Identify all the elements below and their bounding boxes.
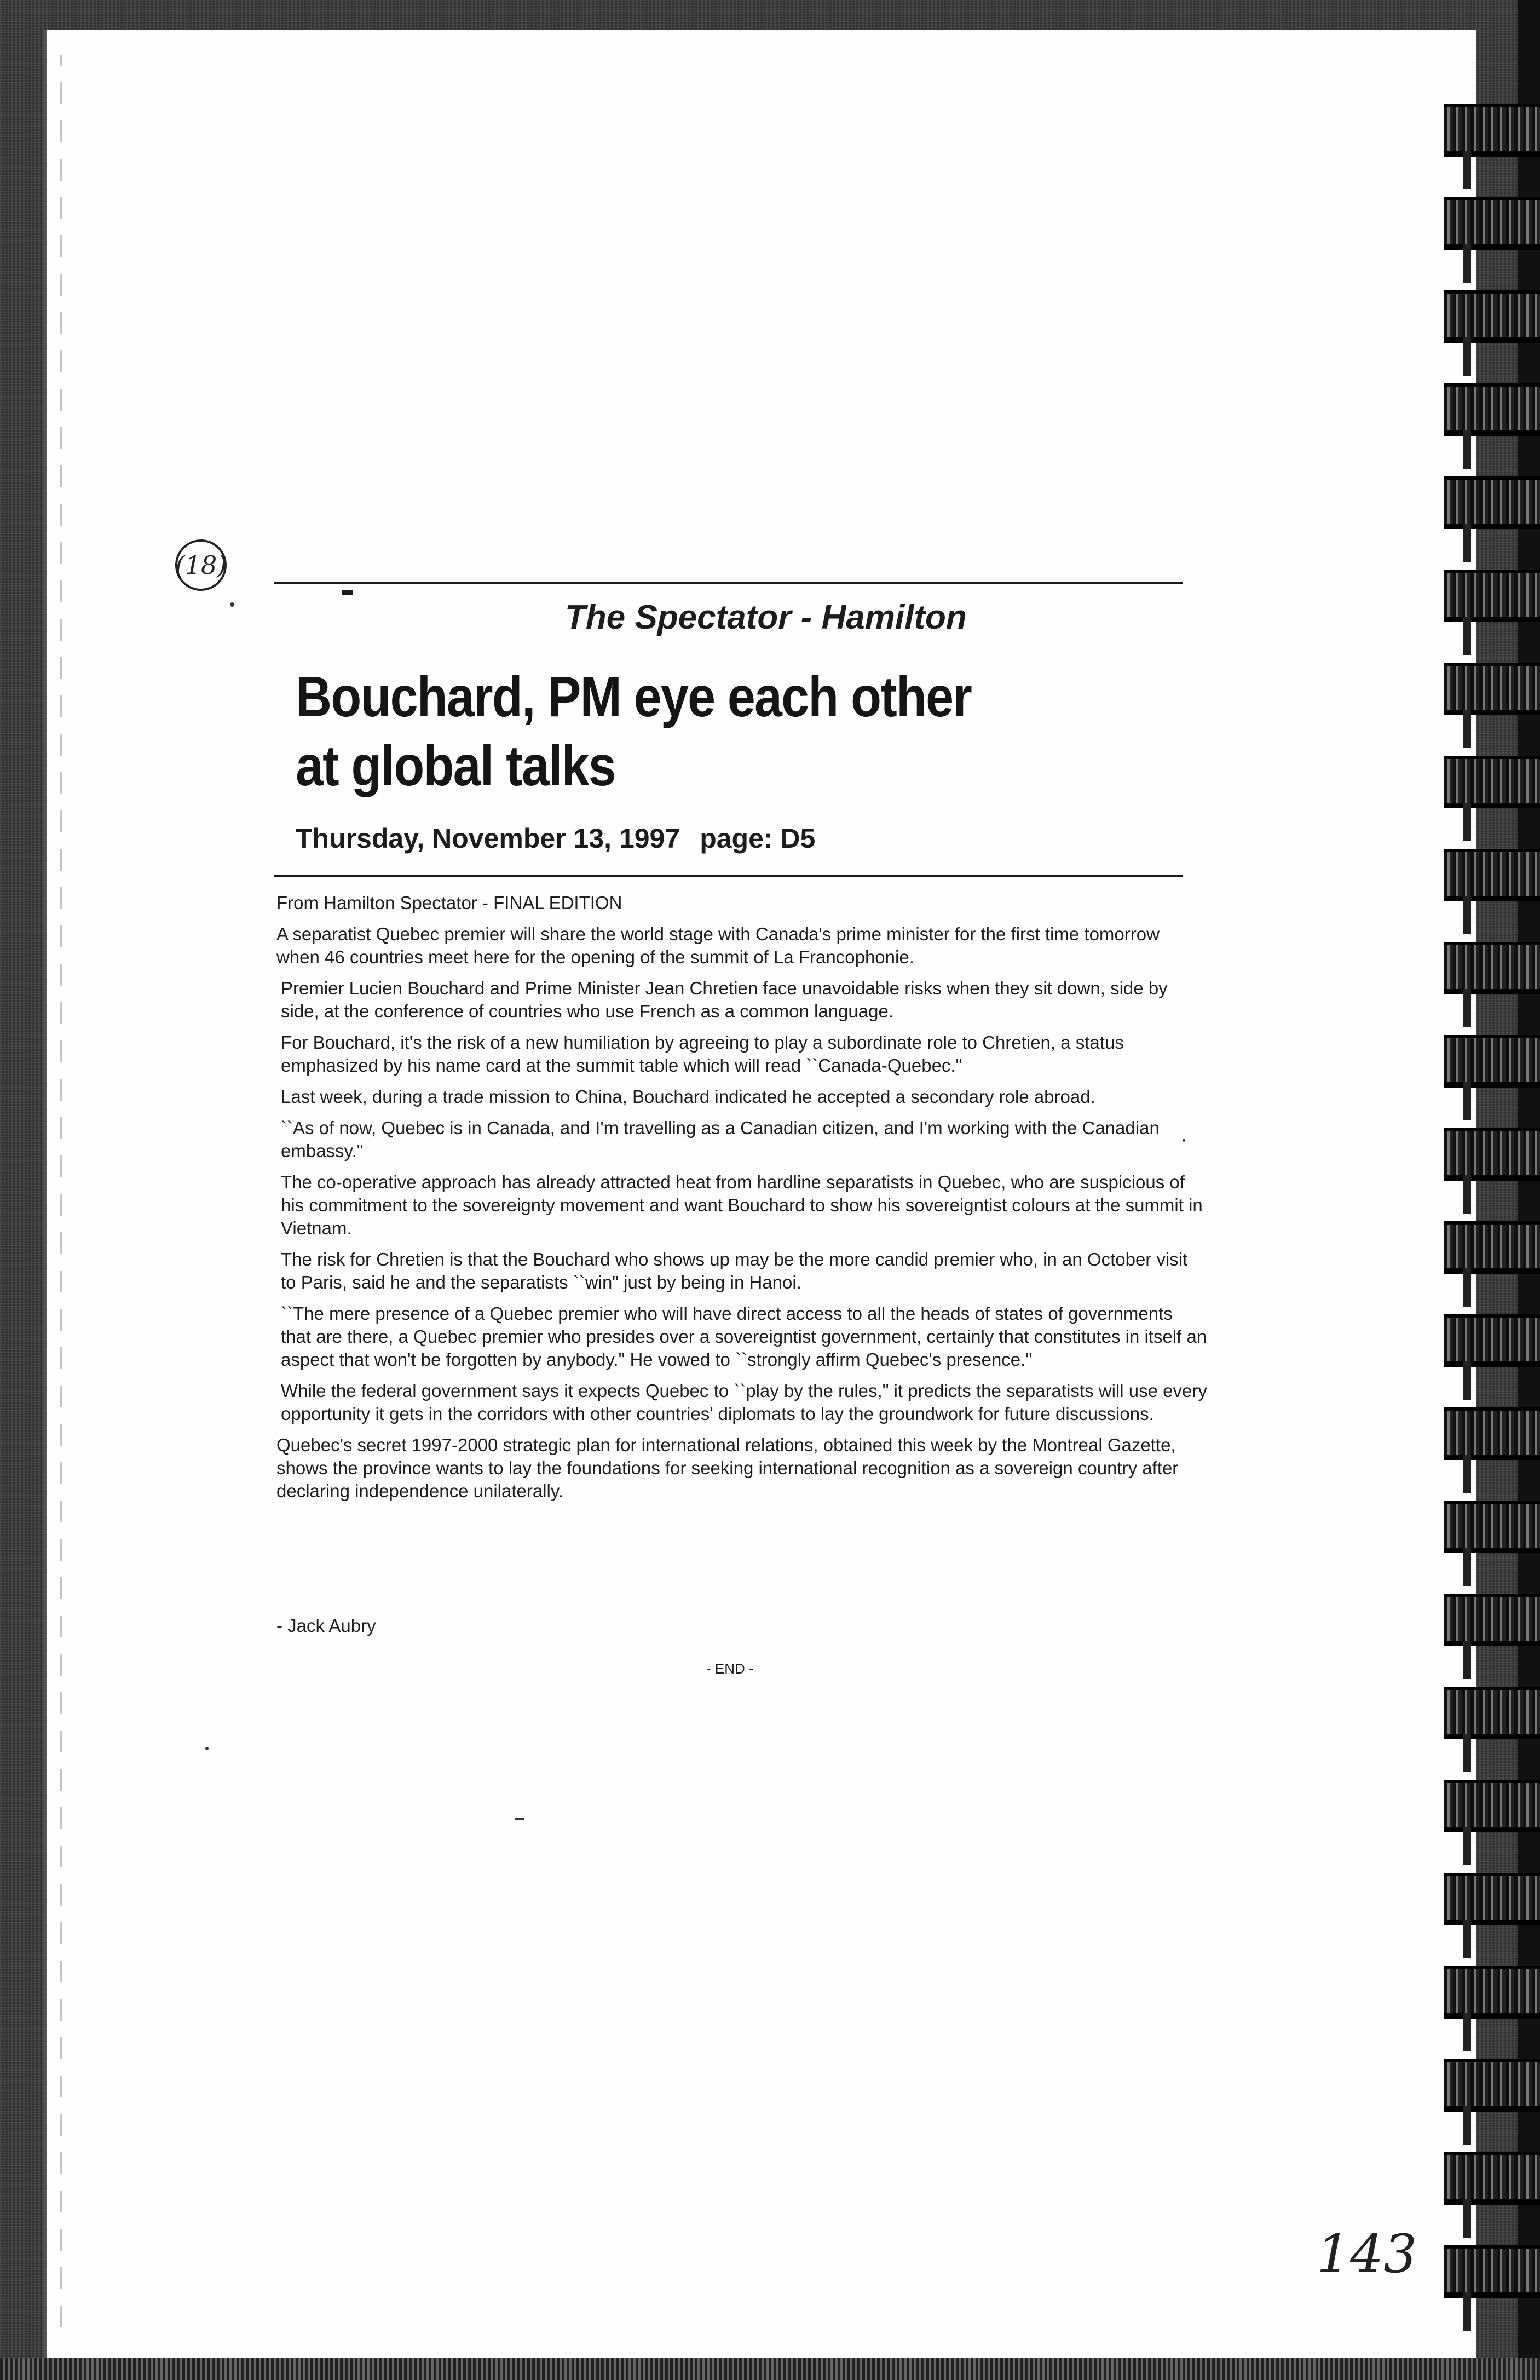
article-body bbox=[276, 892, 1207, 1511]
page-stack-edge bbox=[60, 55, 62, 2327]
binding-coil bbox=[1444, 290, 1540, 343]
scan-speck bbox=[230, 602, 234, 607]
binding-coil bbox=[1444, 1407, 1540, 1460]
binding-coil bbox=[1444, 2152, 1540, 2205]
spiral-binding bbox=[1444, 82, 1540, 2355]
binding-coil bbox=[1444, 1035, 1540, 1088]
binding-coil bbox=[1444, 663, 1540, 715]
page-reference: page: D5 bbox=[700, 823, 816, 854]
paragraph: The co-operative approach has already attracted heat from hardline separatists in Quebec, who are suspicious of his commitment to the sovereignty movement and want Bouchard to show his sovereigntist colours at the summit in Vietnam. bbox=[281, 1172, 1203, 1238]
paragraph: ``The mere presence of a Quebec premier who will have direct access to all the heads of states of governments that are there, a Quebec premier who presides over a sovereigntist government, certainly that constitutes in itself an aspect that won't be forgotten by anybody." He vowed to ``strongly affirm Quebec's presence." bbox=[281, 1303, 1207, 1370]
binding-coil bbox=[1444, 756, 1540, 808]
dateline bbox=[296, 823, 815, 854]
rule-tick-mark bbox=[342, 590, 353, 595]
binding-coil bbox=[1444, 1314, 1540, 1367]
binding-coil bbox=[1444, 383, 1540, 436]
top-rule bbox=[274, 582, 1183, 584]
scan-speck bbox=[515, 1818, 524, 1820]
binding-coil bbox=[1444, 849, 1540, 901]
binding-coil bbox=[1444, 2059, 1540, 2112]
paragraph: The risk for Chretien is that the Bouchard who shows up may be the more candid premier who, in an October visit to Paris, said he and the separatists ``win" just by being in Hanoi. bbox=[281, 1249, 1188, 1292]
headline: Bouchard, PM eye each other at global talks bbox=[296, 665, 972, 798]
binding-coil bbox=[1444, 1594, 1540, 1646]
binding-coil bbox=[1444, 570, 1540, 622]
paragraph: A separatist Quebec premier will share the world stage with Canada's prime minister for the first time tomorrow when 46 countries meet here for the opening of the summit of La Francophonie. bbox=[276, 924, 1160, 967]
binding-coil bbox=[1444, 1501, 1540, 1553]
binding-coil bbox=[1444, 942, 1540, 994]
paragraph: While the federal government says it expects Quebec to ``play by the rules," it predicts the separatists will use every opportunity it gets in the corridors with other countries' diplomats to lay the groundwork for future discussions. bbox=[281, 1381, 1207, 1424]
paragraph: Last week, during a trade mission to China, Bouchard indicated he accepted a secondary role abroad. bbox=[281, 1086, 1095, 1107]
paragraph: For Bouchard, it's the risk of a new humiliation by agreeing to play a subordinate role to Chretien, a status emphasized by his name card at the summit table which will read ``Canada-Quebec." bbox=[281, 1032, 1124, 1076]
binding-coil bbox=[1444, 1873, 1540, 1925]
circled-marker bbox=[175, 539, 227, 591]
header-rule bbox=[274, 875, 1183, 877]
paragraph: ``As of now, Quebec is in Canada, and I'm travelling as a Canadian citizen, and I'm working with the Canadian embassy." bbox=[281, 1118, 1160, 1161]
scan-speck bbox=[1183, 1139, 1185, 1142]
handwritten-page-number: 143 bbox=[1317, 2223, 1417, 2285]
source-line: From Hamilton Spectator - FINAL EDITION bbox=[276, 893, 622, 913]
binding-coil bbox=[1444, 476, 1540, 529]
circled-marker-label: (18) bbox=[175, 550, 227, 580]
scan-bottom-edge bbox=[0, 2358, 1540, 2380]
paragraph: Quebec's secret 1997-2000 strategic plan for international relations, obtained this week by the Montreal Gazette, shows the province wants to lay the foundations for seeking international recognition as a sovereign country after declaring independence unilaterally. bbox=[276, 1435, 1179, 1501]
binding-coil bbox=[1444, 2245, 1540, 2298]
binding-coil bbox=[1444, 1780, 1540, 1832]
scan-speck bbox=[205, 1747, 209, 1750]
binding-coil bbox=[1444, 1128, 1540, 1181]
binding-coil bbox=[1444, 1221, 1540, 1274]
publication-name: The Spectator - Hamilton bbox=[565, 599, 967, 636]
binding-coil bbox=[1444, 1687, 1540, 1739]
binding-coil bbox=[1444, 1966, 1540, 2019]
binding-coil bbox=[1444, 104, 1540, 157]
end-mark: - END - bbox=[706, 1660, 754, 1677]
byline: - Jack Aubry bbox=[276, 1616, 376, 1636]
article-date: Thursday, November 13, 1997 bbox=[296, 823, 680, 854]
paragraph: Premier Lucien Bouchard and Prime Minister Jean Chretien face unavoidable risks when they sit down, side by side, at the conference of countries who use French as a common language. bbox=[281, 978, 1168, 1021]
binding-coil bbox=[1444, 197, 1540, 250]
